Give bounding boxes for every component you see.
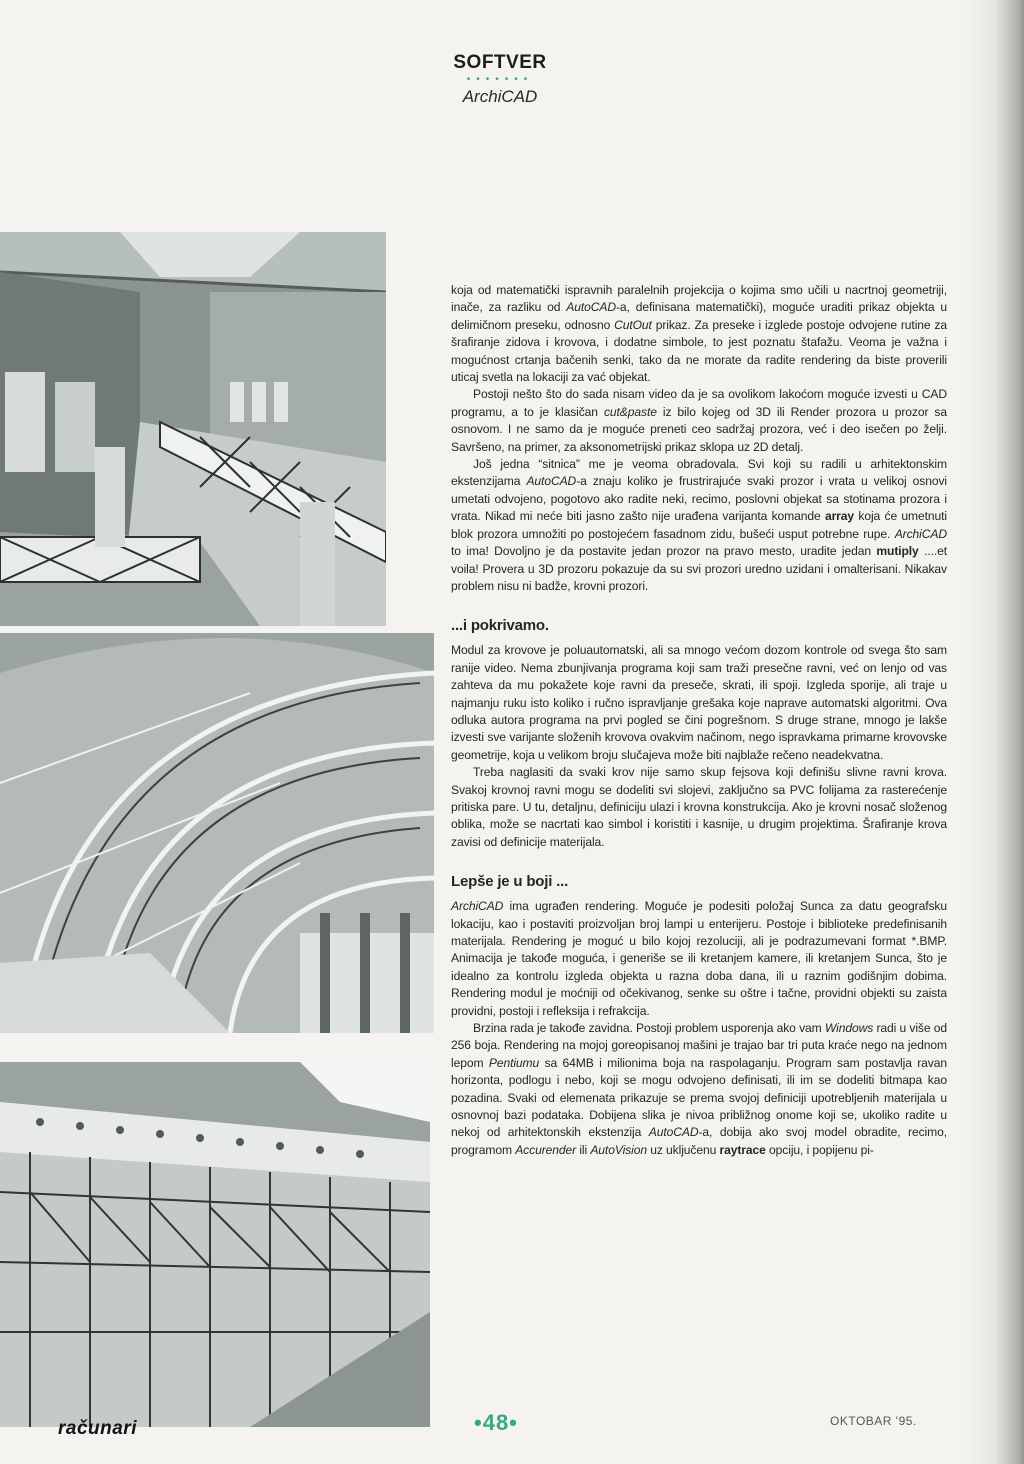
text-run: prikaz. Za preseke i izglede postoje odvojene rutine za šrafiranje zidova i krovova, i dodatne simbole, to jest poznatu štafažu. Veoma je važna i mogućnost crtanja bačenih senki, tako da ne morate da radite rendering da biste proverili uticaj svetla na lokaciji za vać objekat. [451, 317, 947, 385]
article-body [451, 282, 947, 1159]
paragraph [451, 898, 947, 1020]
italic-term: Windows [824, 1021, 874, 1036]
italic-term: AutoCAD [648, 1125, 699, 1140]
paragraph [451, 1020, 947, 1159]
text-run: iz bilo kojeg od 3D ili Render prozora u prozor sa osnovom. I ne samo da je moguće preneti ceo sadržaj prozora, već i deo isečen po želji. Savršeno, na primer, za aksonometrijski prikaz sklopa uz 2D detalj. [451, 404, 947, 454]
text-run: to ima! Dovoljno je da postavite jedan prozor na pravo mesto, uradite jedan [451, 544, 877, 559]
italic-term: Accurender [515, 1142, 577, 1157]
subsection-label: ArchiCAD [462, 87, 538, 106]
section-heading-color: Lepše je u boji ... [451, 873, 569, 891]
text-run: opciju, i popijenu pi- [765, 1142, 874, 1157]
text-run: -a, dobija ako svoj model obradite, recimo, programom [451, 1125, 947, 1157]
italic-term: CutOut [614, 317, 652, 332]
vaulted-roof-drawing [0, 633, 434, 1033]
page-binding-shadow [966, 0, 1024, 1464]
paragraph [451, 642, 947, 764]
paragraph [451, 282, 947, 386]
magazine-logo: računari [58, 1418, 137, 1439]
text-run: -a, definisana matematički), moguće uraditi prikaz objekta u delimičnom preseku, odnosno [451, 300, 947, 332]
italic-term: cut&paste [603, 404, 657, 419]
bold-term: raytrace [719, 1142, 766, 1157]
text-run: Treba naglasiti da svaki krov nije samo skup fejsova koji definišu slivne ravni krova. Svakoj krovnoj ravni mogu se dodeliti svi slojevi, zaključno sa PVC folijama za rasterećenje pritiska pare. U tu, detaljnu, definiciju ulazi i krovna konstrukcija. Ako je krovni nosač složenog oblika, može se nacrtati kao simbol i koristiti i kasnije, u drugim projektima. Šrafiranje krova zavisi od definicije materijala. [451, 765, 947, 849]
italic-term: ArchiCAD [451, 899, 504, 914]
text-run: ili [576, 1142, 591, 1157]
vaulted-roof-render-photo [0, 633, 434, 1033]
text-run: radi u više od 256 boja. Rendering na mojoj goreopisanoj mašini je trajao bar tri puta kraće nego na jednom lepom [451, 1021, 947, 1070]
bold-term: array [824, 509, 855, 524]
italic-term: AutoCAD [566, 300, 616, 315]
truss-structure-drawing [0, 1062, 430, 1427]
text-run: -a znaju koliko je frustrirajuće svaki prozor i vrata u velikoj osnovi umetati odvojeno, pogotovo ako radite neki, recimo, poslovni objekat sa stotinama prozora i vrata. Nikad mi neće biti jasno zašto nije urađena varijanta komande [451, 474, 948, 524]
text-run: ima ugrađen rendering. Moguće je podesiti položaj Sunca za datu geografsku lokaciju, kao i postaviti proizvoljan broj lampi u enterijeru. Postoje i biblioteke predefinisanih materijala. Rendering je moguć u bilo kojoj rezoluciji, ali je podrazumevani format *.BMP. Animacija je takođe moguća, i generiše se ili kretanjem kamere, ili kretanjem Sunca, što je idealno za kontrolu izgleda objekta u razna doba dana, ili u raznim godišnjim dobima. Rendering modul je moćniji od očekivanog, senke su oštre i tačne, providni objekti su zaista providni, postoji i refleksija i refrakcija. [451, 899, 947, 1018]
text-run: sa 64MB i milionima boja na raspolaganju. Program sam postavlja ravan horizonta, podlogu i nebo, koji se mogu odvojeno definisati, ili im se dodeliti bitmapa kao pozadina. Svaki od elemenata prikazuje se prema svojoj definiciji upotrebljenih materijala u osnovnoj bazi podataka. Dobijena slika je nivoa približnog onome koji se, ukoliko radite u nekoj od arhitektonskih ekstenzija [451, 1055, 947, 1140]
italic-term: AutoVision [590, 1142, 647, 1157]
text-run: koja od matematički ispravnih paralelnih projekcija o kojima smo učili u nacrtnoj geometriji, inače, za razliku od [451, 283, 947, 315]
interior-render-drawing [0, 232, 386, 626]
page-header [400, 52, 600, 107]
paragraph [451, 764, 947, 851]
italic-term: Pentiumu [488, 1055, 540, 1070]
header-dots-ornament: ••••••• [466, 74, 534, 85]
section-heading-roofs: ...i pokrivamo. [451, 617, 549, 635]
page-number: •48• [474, 1410, 518, 1435]
text-run: ....et voila! Provera u 3D prozoru pokazuje da su svi prozori uredno uzidani i omalterisani. Nikakav problem nisu ni badže, krovni prozori. [451, 544, 947, 593]
issue-date: OKTOBAR '95. [830, 1414, 917, 1428]
interior-render-photo [0, 232, 386, 626]
paragraph [451, 386, 947, 456]
paragraph [451, 456, 947, 595]
bold-term: mutiply [876, 544, 919, 559]
italic-term: ArchiCAD [894, 526, 947, 541]
text-run: Modul za krovove je poluautomatski, ali sa mnogo većom dozom kontrole od svega što sam ranije video. Nema zbunjivanja programa koji sam traži presečne ravni, već on lenjo od vas zahteva da mu pokažete koje ravni da preseče, skrati, ili spoji. Izgleda sporije, ali traje u najmanju ruku isto koliko i ručno ispravljanje grešaka koje naprave automatski algoritmi. Ova odluka autora programa na prvi pogled se čini pogrešnom. S druge strane, mnogo je lakše izvesti sve varijante složenih krovova ovakvim načinom, nego ispravkama primarne krovovske geometrije, koja u velikom broju slučajeva može biti najblaže rečeno neadekvatna. [451, 643, 947, 762]
text-run: Još jedna “sitnica” me je veoma obradovala. Svi koji su radili u arhitektonskim ekstenzijama [451, 457, 947, 489]
text-run: koja će umetnuti blok prozora umnožiti po postojećem fasadnom zidu, bušeći usput potrebne rupe. [451, 509, 947, 541]
text-run: Postoji nešto što do sada nisam video da je sa ovolikom lakoćom moguće izvesti u CAD programu, a to je klasičan [451, 387, 947, 419]
text-run: Brzina rada je takođe zavidna. Postoji problem usporenja ako vam [473, 1021, 825, 1036]
italic-term: AutoCAD [526, 474, 577, 489]
truss-structure-render-photo [0, 1062, 430, 1427]
section-label: SOFTVER [453, 52, 547, 73]
text-run: uz uključenu [646, 1142, 720, 1157]
